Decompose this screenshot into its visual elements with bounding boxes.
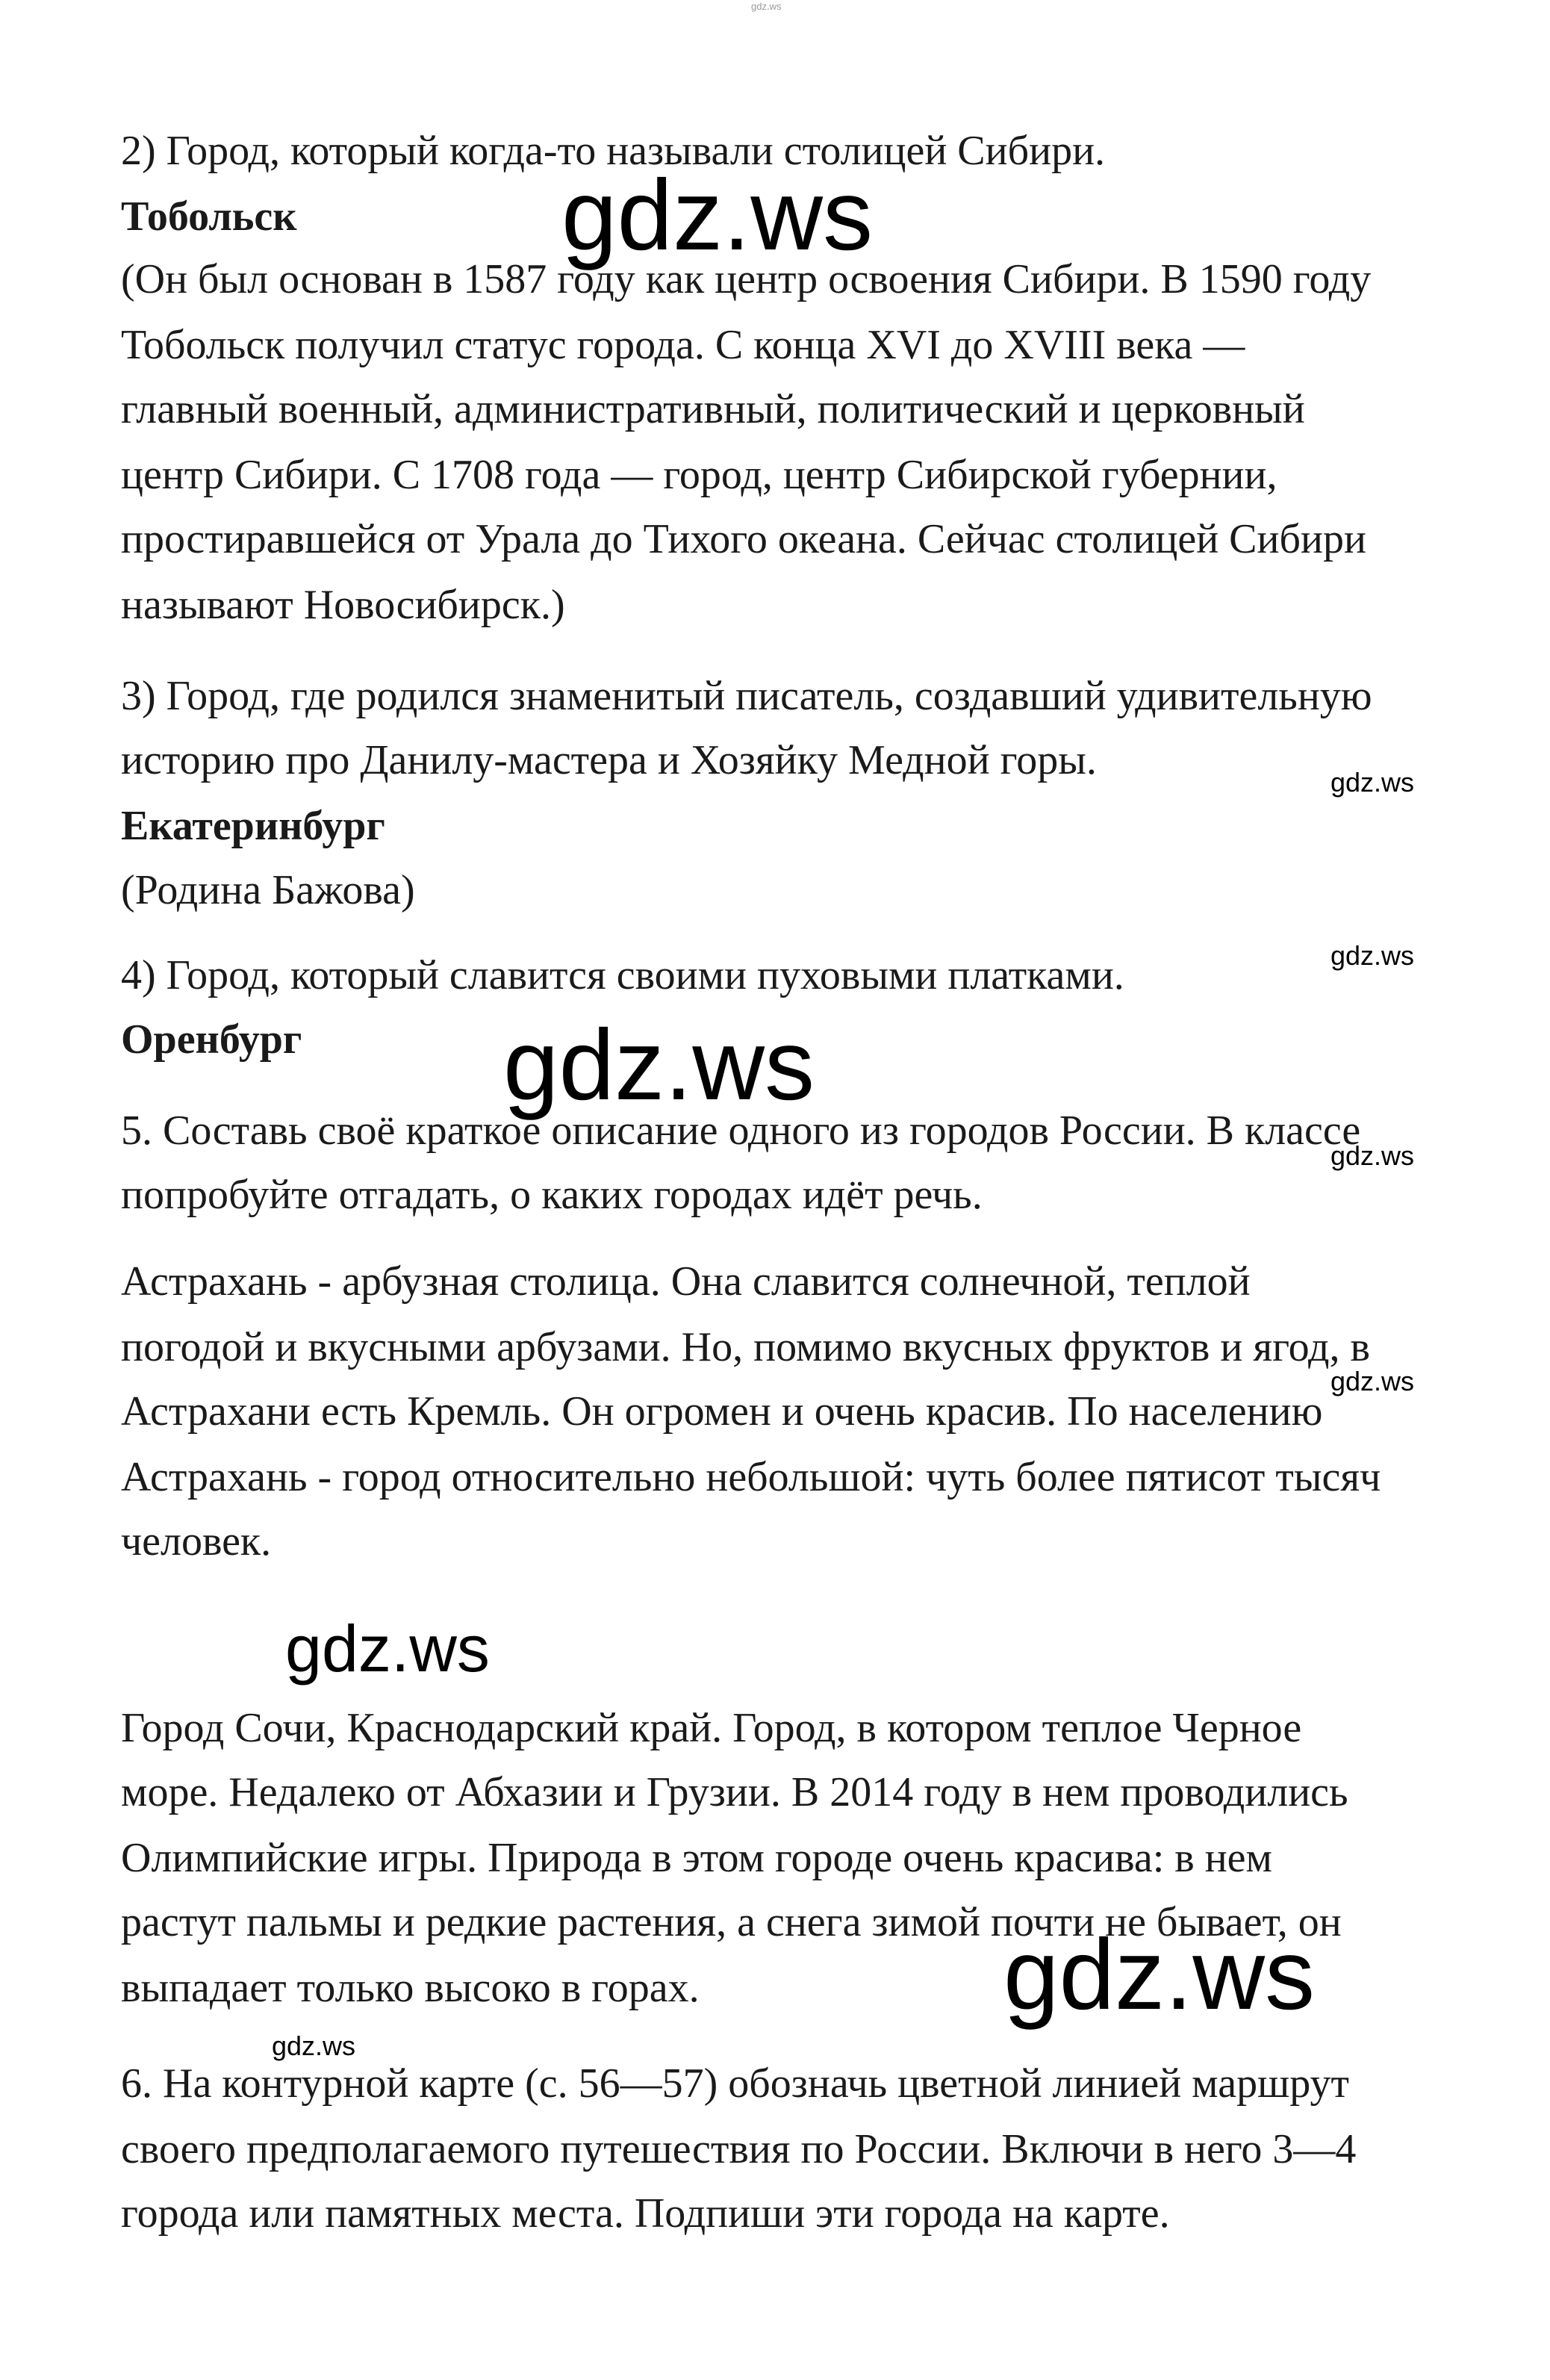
task5-line: попробуйте отгадать, о каких городах идёт речь. xyxy=(121,1172,983,1218)
task6-line: города или памятных места. Подпиши эти города на карте. xyxy=(121,2190,1170,2237)
q3-question-line: историю про Данилу-мастера и Хозяйку Медной горы. xyxy=(121,737,1097,783)
watermark-medium: gdz.ws xyxy=(285,1612,490,1685)
sochi-line: Город Сочи, Краснодарский край. Город, в котором теплое Черное xyxy=(121,1705,1302,1751)
astrakhan-line: Астрахань - город относительно небольшой: чуть более пятисот тысяч xyxy=(121,1454,1381,1500)
q3-question-line: 3) Город, где родился знаменитый писатель, создавший удивительную xyxy=(121,673,1372,719)
q2-note-line: главный военный, административный, политический и церковный xyxy=(121,386,1305,432)
task6-line: своего предполагаемого путешествия по России. Включи в него 3—4 xyxy=(121,2126,1357,2172)
astrakhan-line: Астрахани есть Кремль. Он огромен и очень красив. По населению xyxy=(121,1388,1323,1435)
q4-question: 4) Город, который славится своими пуховыми платками. xyxy=(121,952,1124,998)
task6-line: 6. На контурной карте (с. 56—57) обозначь цветной линией маршрут xyxy=(121,2060,1349,2107)
sochi-line: растут пальмы и редкие растения, а снега зимой почти не бывает, он xyxy=(121,1899,1342,1945)
q4-answer: Оренбург xyxy=(121,1016,302,1063)
sochi-line: выпадает только высоко в горах. xyxy=(121,1965,700,2011)
q2-answer: Тобольск xyxy=(121,193,297,240)
watermark-small: gdz.ws xyxy=(272,2031,356,2061)
watermark-small: gdz.ws xyxy=(1330,1366,1415,1396)
astrakhan-line: человек. xyxy=(121,1518,272,1565)
q2-note-line: центр Сибири. С 1708 года — город, центр Сибирской губернии, xyxy=(121,452,1277,498)
q2-note-line: называют Новосибирск.) xyxy=(121,582,565,628)
astrakhan-line: погодой и вкусными арбузами. Но, помимо вкусных фруктов и ягод, в xyxy=(121,1324,1370,1370)
sochi-line: Олимпийские игры. Природа в этом городе очень красива: в нем xyxy=(121,1835,1272,1881)
watermark-large: gdz.ws xyxy=(503,1010,815,1121)
q2-note-line: Тобольск получил статус города. С конца XVI до XVIII века — xyxy=(121,322,1245,368)
watermark-large: gdz.ws xyxy=(1003,1919,1316,2031)
q2-question: 2) Город, который когда-то называли столицей Сибири. xyxy=(121,128,1106,174)
sochi-line: море. Недалеко от Абхазии и Грузии. В 2014 году в нем проводились xyxy=(121,1769,1348,1815)
watermark-large: gdz.ws xyxy=(561,160,874,271)
astrakhan-line: Астрахань - арбузная столица. Она славится солнечной, теплой xyxy=(121,1258,1251,1305)
task5-line: 5. Составь своё краткое описание одного из городов России. В классе xyxy=(121,1107,1361,1154)
q2-note-line: простиравшейся от Урала до Тихого океана. Сейчас столицей Сибири xyxy=(121,516,1366,562)
watermark-small: gdz.ws xyxy=(1330,940,1415,971)
q2-note-line: (Он был основан в 1587 году как центр освоения Сибири. В 1590 году xyxy=(121,256,1372,302)
header-watermark: gdz.ws xyxy=(751,1,782,12)
watermark-small: gdz.ws xyxy=(1330,1140,1415,1171)
q3-note: (Родина Бажова) xyxy=(121,867,415,913)
q3-answer: Екатеринбург xyxy=(121,803,385,849)
watermark-small: gdz.ws xyxy=(1330,767,1415,798)
